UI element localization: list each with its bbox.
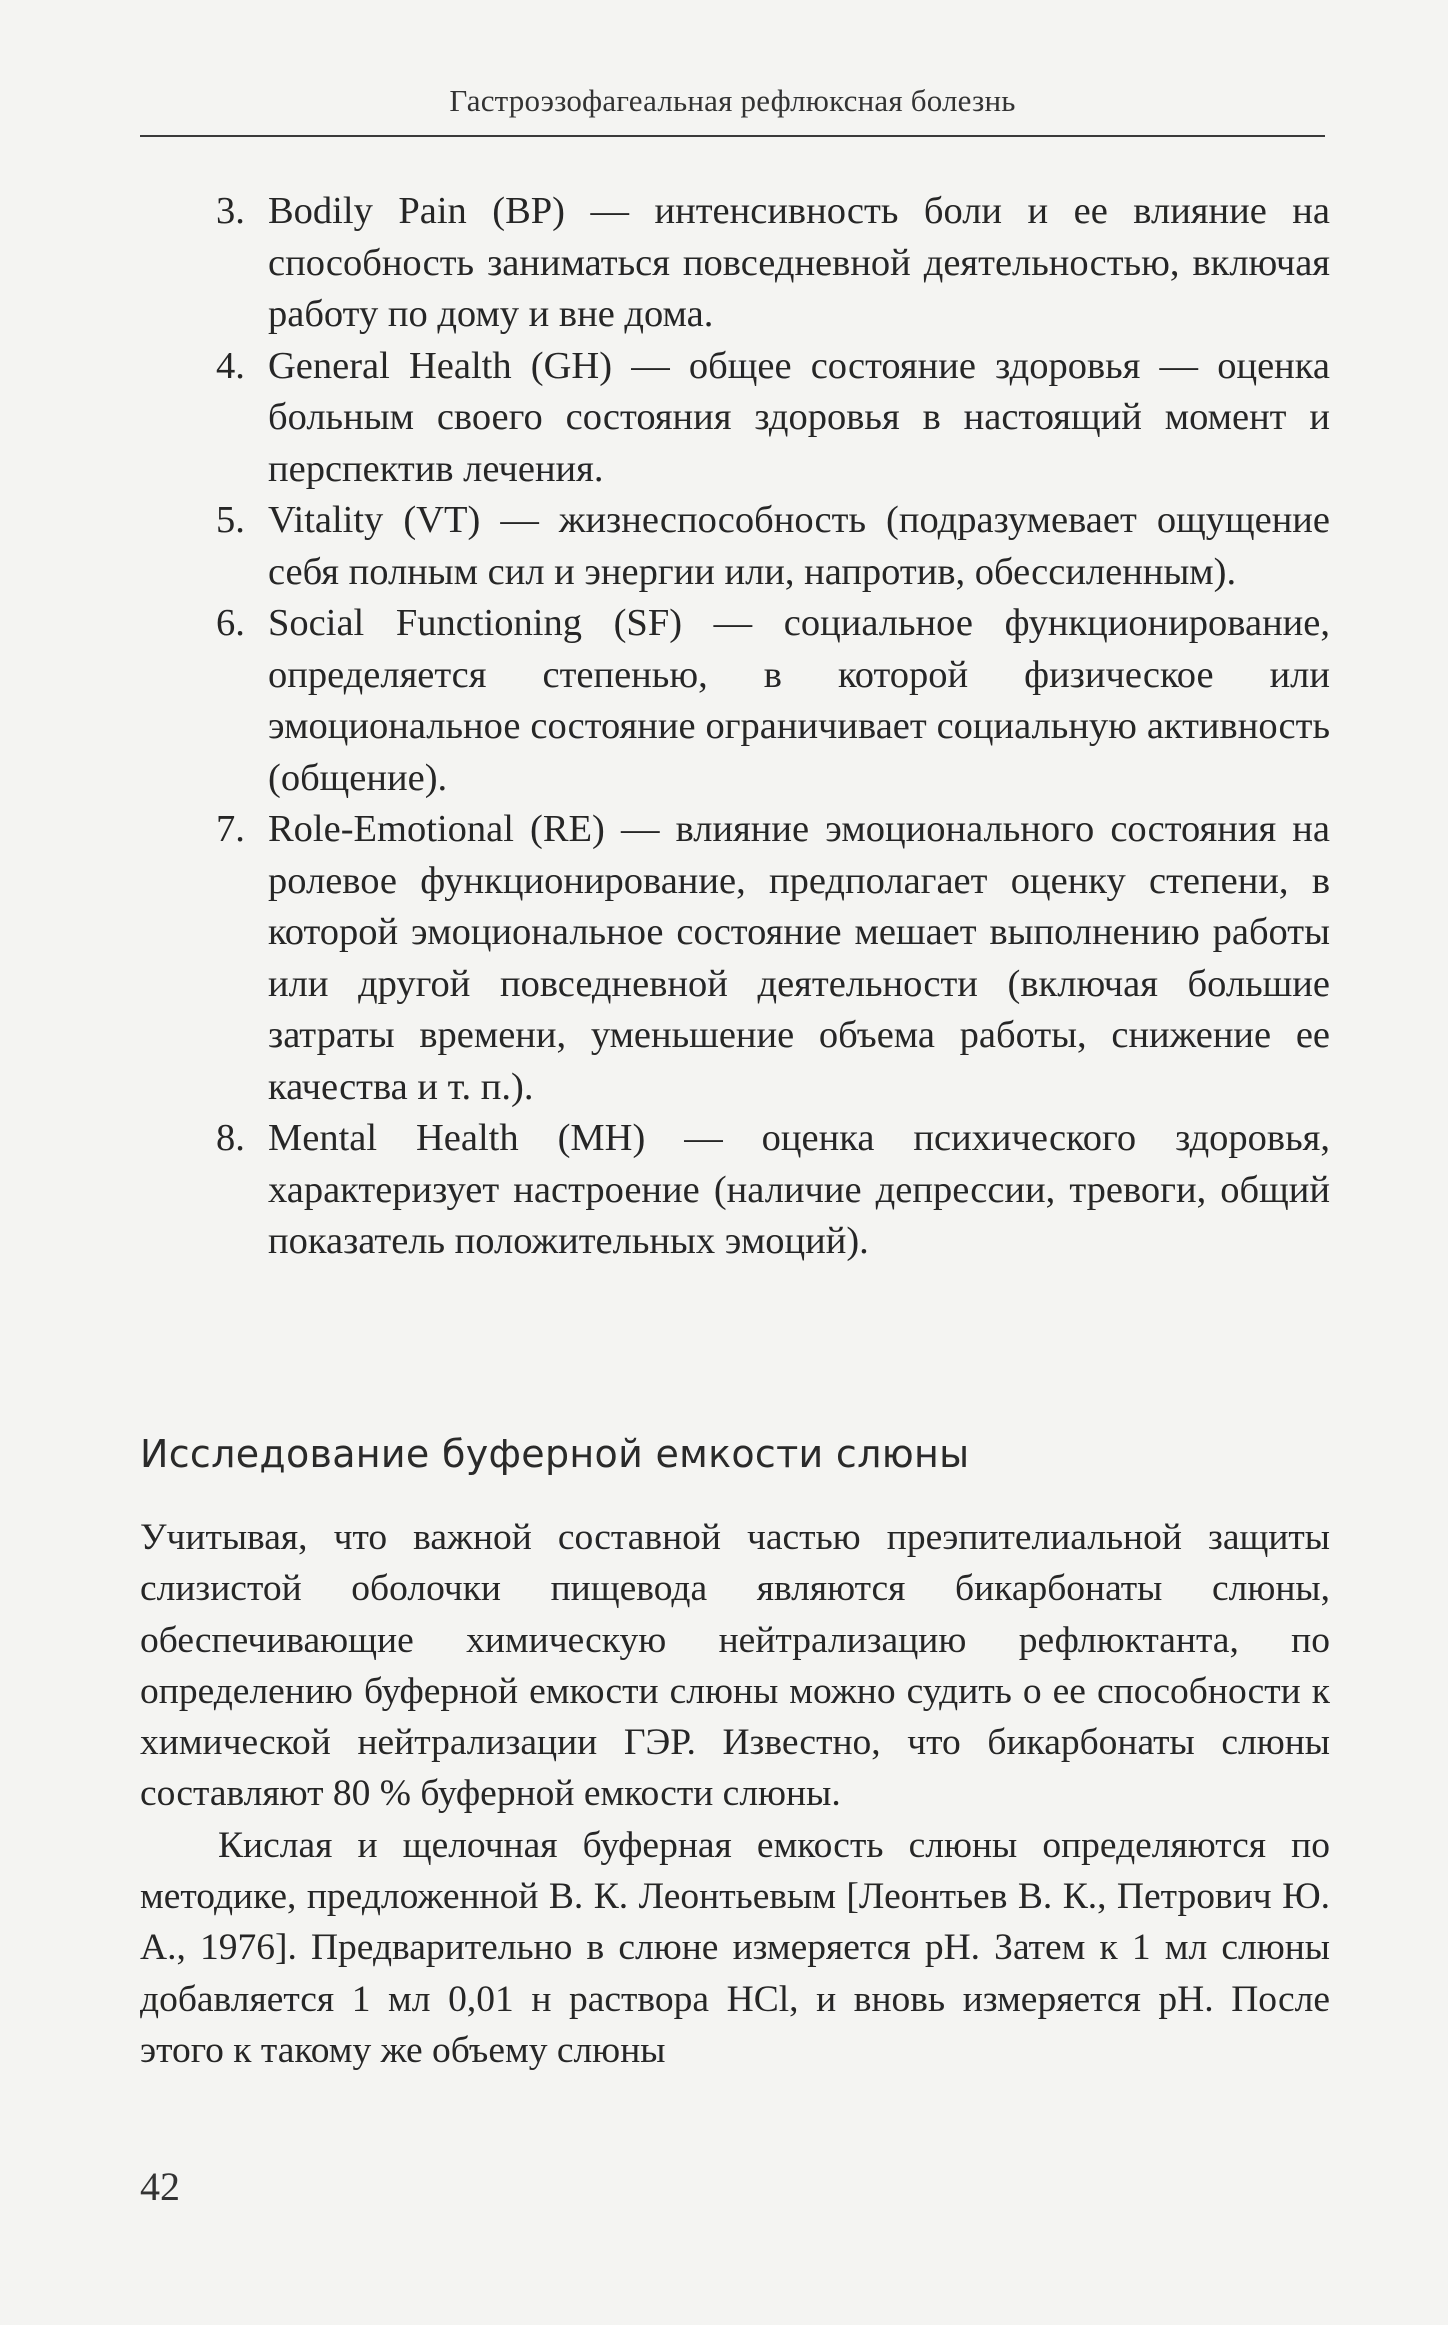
list-item-text: Bodily Pain (BP) — интенсивность боли и ее влияние на способность заниматься повседневной деятельностью, включая работу по дому и вне дома. (268, 190, 1330, 335)
page-number: 42 (140, 2164, 180, 2209)
numbered-list (205, 186, 1330, 1268)
list-item (205, 341, 1330, 496)
section-body (140, 1512, 1330, 2076)
list-item-number: 3. (216, 190, 245, 232)
list-item (205, 495, 1330, 598)
list-item-number: 4. (216, 344, 245, 387)
list-item (205, 186, 1330, 341)
list-item (205, 598, 1330, 804)
list-item-text: Mental Health (MH) — оценка психического здоровья, характеризует настроение (наличие депрессии, тревоги, общий показатель положительных эмоций). (268, 1117, 1330, 1262)
list-item-text: General Health (GH) — общее состояние здоровья — оценка больным своего состояния здоровья в настоящий момент и перспектив лечения. (268, 344, 1330, 490)
header-rule (140, 135, 1325, 137)
list-item-text: Vitality (VT) — жизнеспособность (подразумевает ощущение себя полным сил и энергии или, напротив, обессиленным). (268, 499, 1330, 593)
list-item (205, 804, 1330, 1113)
list-item-text: Role-Emotional (RE) — влияние эмоционального состояния на ролевое функционирование, предполагает оценку степени, в которой эмоциональное состояние мешает выполнению работы или другой повседневной деятельности (включая большие затраты времени, уменьшение объема работы, снижение ее качества и т. п.). (268, 808, 1330, 1108)
paragraph: Кислая и щелочная буферная емкость слюны определяются по методике, предложенной В. К. Леонтьевым [Леонтьев В. К., Петрович Ю. А., 1976]. Предварительно в слюне измеряется pH. Затем к 1 мл слюны добавляется 1 мл 0,01 н раствора HCl, и вновь измеряется pH. После этого к такому же объему слюны (140, 1824, 1330, 2071)
list-item-number: 8. (216, 1117, 245, 1159)
list-item-text: Social Functioning (SF) — социальное функционирование, определяется степенью, в которой физическое или эмоциональное состояние ограничивает социальную активность (общение). (268, 602, 1330, 799)
paragraph: Учитывая, что важной составной частью преэпителиальной защиты слизистой оболочки пищевода являются бикарбонаты слюны, обеспечивающие химическую нейтрализацию рефлюктанта, по определению буферной емкости слюны можно судить о ее способности к химической нейтрализации ГЭР. Известно, что бикарбонаты слюны составляют 80 % буферной емкости слюны. (140, 1517, 1330, 1815)
running-header: Гастроэзофагеальная рефлюксная болезнь (449, 83, 1016, 118)
section-heading: Исследование буферной емкости слюны (140, 1432, 970, 1476)
list-item-number: 5. (216, 499, 245, 541)
list-item-number: 7. (216, 808, 245, 850)
list-item-number: 6. (216, 602, 245, 644)
list-item (205, 1113, 1330, 1268)
